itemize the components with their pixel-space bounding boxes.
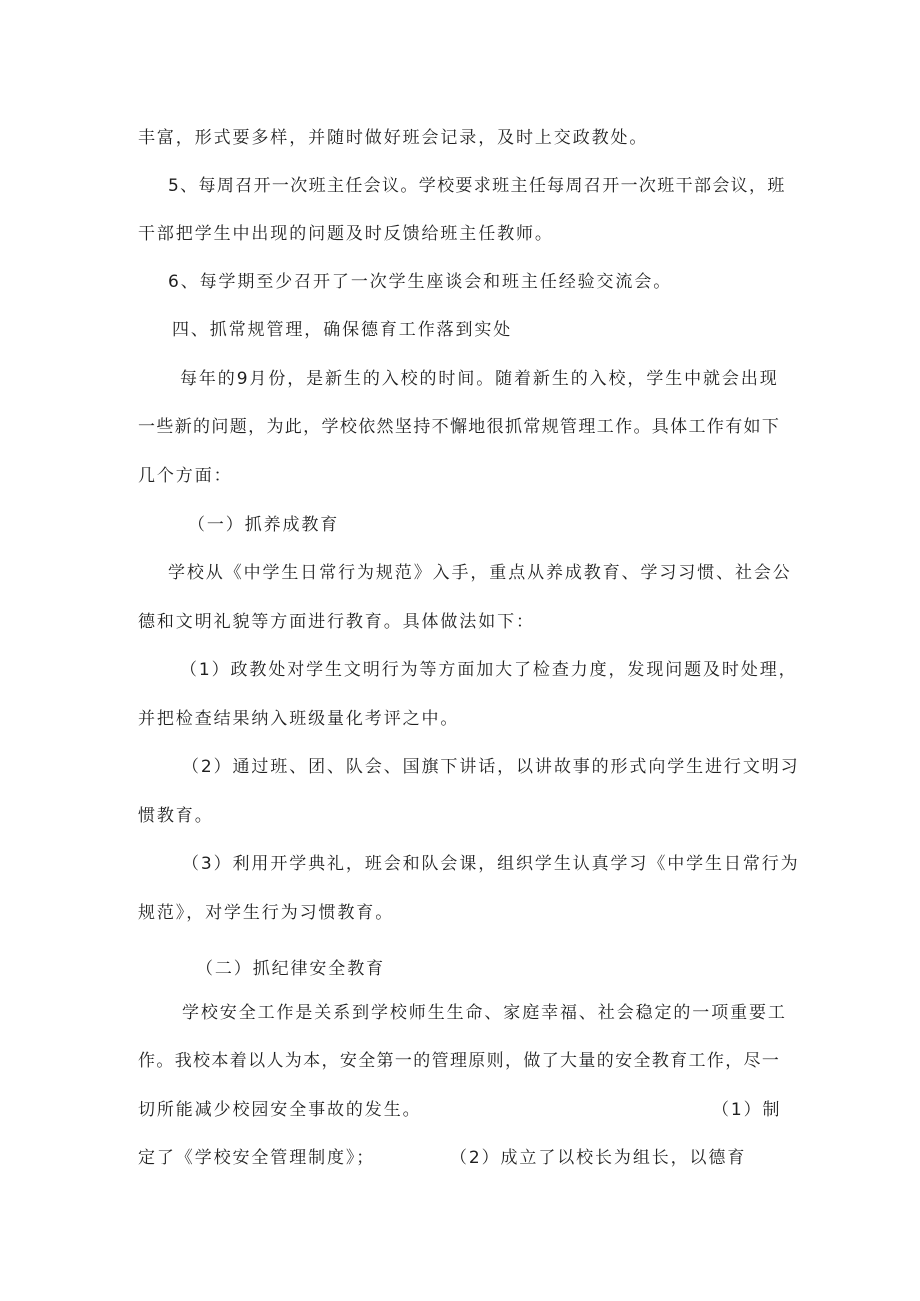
paragraph-line: 几个方面： — [138, 466, 233, 486]
list-item-line: （2）成立了以校长为组长，以德育 — [450, 1148, 747, 1168]
list-item-line: （1）政教处对学生文明行为等方面加大了检查力度，发现问题及时处理， — [180, 660, 798, 680]
list-item-line: 惯教育。 — [138, 806, 214, 826]
list-item-line: 规范》，对学生行为习惯教育。 — [138, 903, 395, 923]
section-heading: 四、抓常规管理，确保德育工作落到实处 — [172, 320, 513, 340]
paragraph-line: 定了《学校安全管理制度》； — [138, 1148, 376, 1168]
paragraph-line: 学校安全工作是关系到学校师生生命、家庭幸福、社会稳定的一项重要工 — [182, 1003, 787, 1023]
list-item-line: （2）通过班、团、队会、国旗下讲话，以讲故事的形式向学生进行文明习 — [182, 757, 800, 777]
subsection-heading: （二）抓纪律安全教育 — [196, 959, 385, 979]
paragraph-line: 德和文明礼貌等方面进行教育。具体做法如下： — [138, 612, 535, 632]
paragraph-line: 一些新的问题，为此，学校依然坚持不懈地很抓常规管理工作。具体工作有如下 — [138, 417, 781, 437]
paragraph-line: 干部把学生中出现的问题及时反馈给班主任教师。 — [138, 224, 554, 244]
subsection-heading: （一）抓养成教育 — [188, 515, 340, 535]
paragraph-line: 学校从《中学生日常行为规范》入手，重点从养成教育、学习习惯、社会公 — [168, 563, 792, 583]
paragraph-line: 5、每周召开一次班主任会议。学校要求班主任每周召开一次班干部会议，班 — [168, 176, 786, 196]
paragraph-line: 每年的9月份，是新生的入校的时间。随着新生的入校，学生中就会出现 — [180, 369, 779, 389]
paragraph-line: 6、每学期至少召开了一次学生座谈会和班主任经验交流会。 — [168, 272, 673, 292]
paragraph-line: 作。我校本着以人为本，安全第一的管理原则，做了大量的安全教育工作，尽一 — [138, 1051, 781, 1071]
list-item-line: （3）利用开学典礼，班会和队会课，组织学生认真学习《中学生日常行为 — [182, 854, 800, 874]
list-item-line: 并把检查结果纳入班级量化考评之中。 — [138, 709, 460, 729]
paragraph-line: 丰富，形式要多样，并随时做好班会记录，及时上交政教处。 — [138, 128, 649, 148]
paragraph-line: 切所能减少校园安全事故的发生。 — [138, 1100, 422, 1120]
list-item-marker: （1）制 — [712, 1100, 782, 1120]
